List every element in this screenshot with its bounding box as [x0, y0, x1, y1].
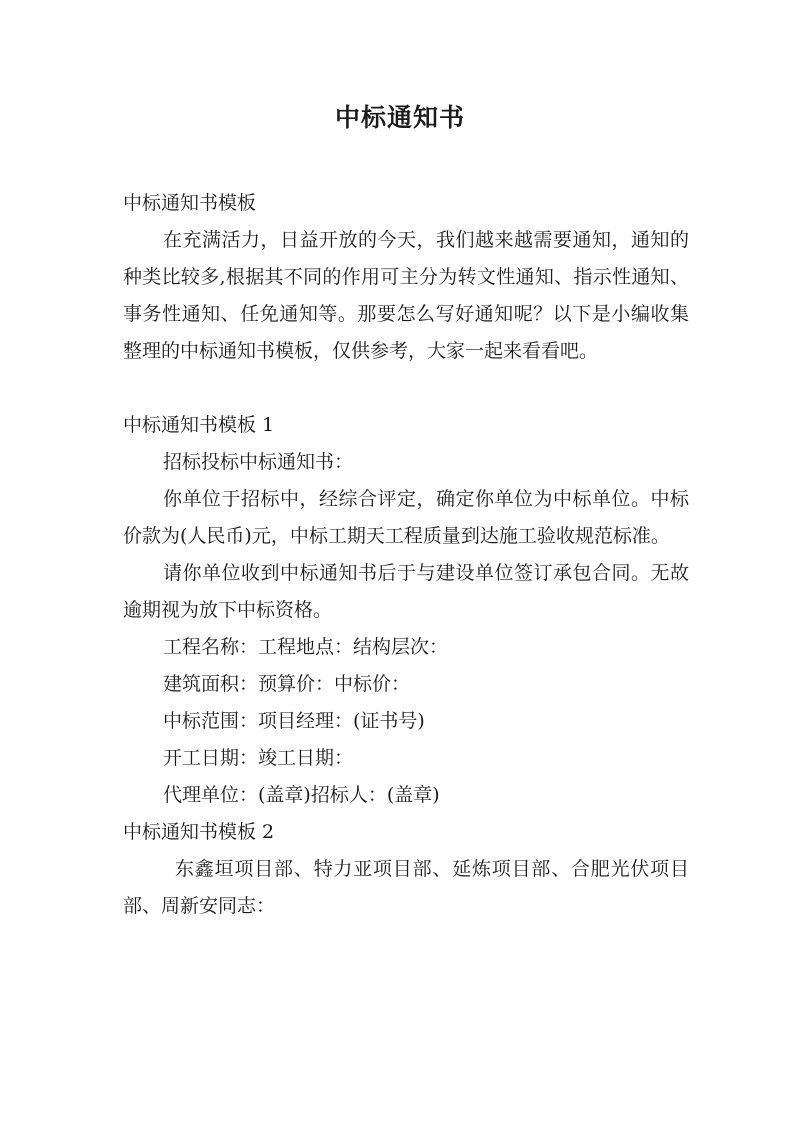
template-1-paragraph-1: 你单位于招标中，经综合评定，确定你单位为中标单位。中标价款为(人民币)元，中标工期天工程质量到达施工验收规范标准。	[123, 488, 689, 547]
section-heading-template-2: 中标通知书模板 2	[123, 821, 275, 843]
section-heading-intro: 中标通知书模板	[123, 192, 257, 214]
template-1-subtitle: 招标投标中标通知书：	[163, 451, 354, 473]
document-title: 中标通知书	[334, 103, 465, 132]
template-1-field-line-3: 中标范围：项目经理：(证书号)	[163, 710, 425, 732]
paragraph-spacer	[123, 370, 689, 407]
template-1-paragraph-2: 请你单位收到中标通知书后于与建设单位签订承包合同。无故逾期视为放下中标资格。	[123, 562, 689, 621]
template-1-field-line-5: 代理单位：(盖章)招标人：(盖章)	[163, 784, 440, 806]
template-1-field-line-4: 开工日期：竣工日期：	[163, 747, 354, 769]
template-2-paragraph-1: 东鑫垣项目部、特力亚项目部、延炼项目部、合肥光伏项目部、周新安同志：	[123, 858, 689, 917]
intro-paragraph: 在充满活力，日益开放的今天，我们越来越需要通知，通知的种类比较多,根据其不同的作用可主分为转文性通知、指示性通知、事务性通知、任免通知等。那要怎么写好通知呢？以下是小编收集整理的中标通知书模板，仅供参考，大家一起来看看吧。	[123, 229, 689, 362]
template-1-field-line-1: 工程名称：工程地点：结构层次：	[163, 636, 449, 658]
document-body	[123, 185, 689, 925]
section-heading-template-1: 中标通知书模板 1	[123, 414, 275, 436]
template-1-field-line-2: 建筑面积：预算价：中标价：	[163, 673, 411, 695]
